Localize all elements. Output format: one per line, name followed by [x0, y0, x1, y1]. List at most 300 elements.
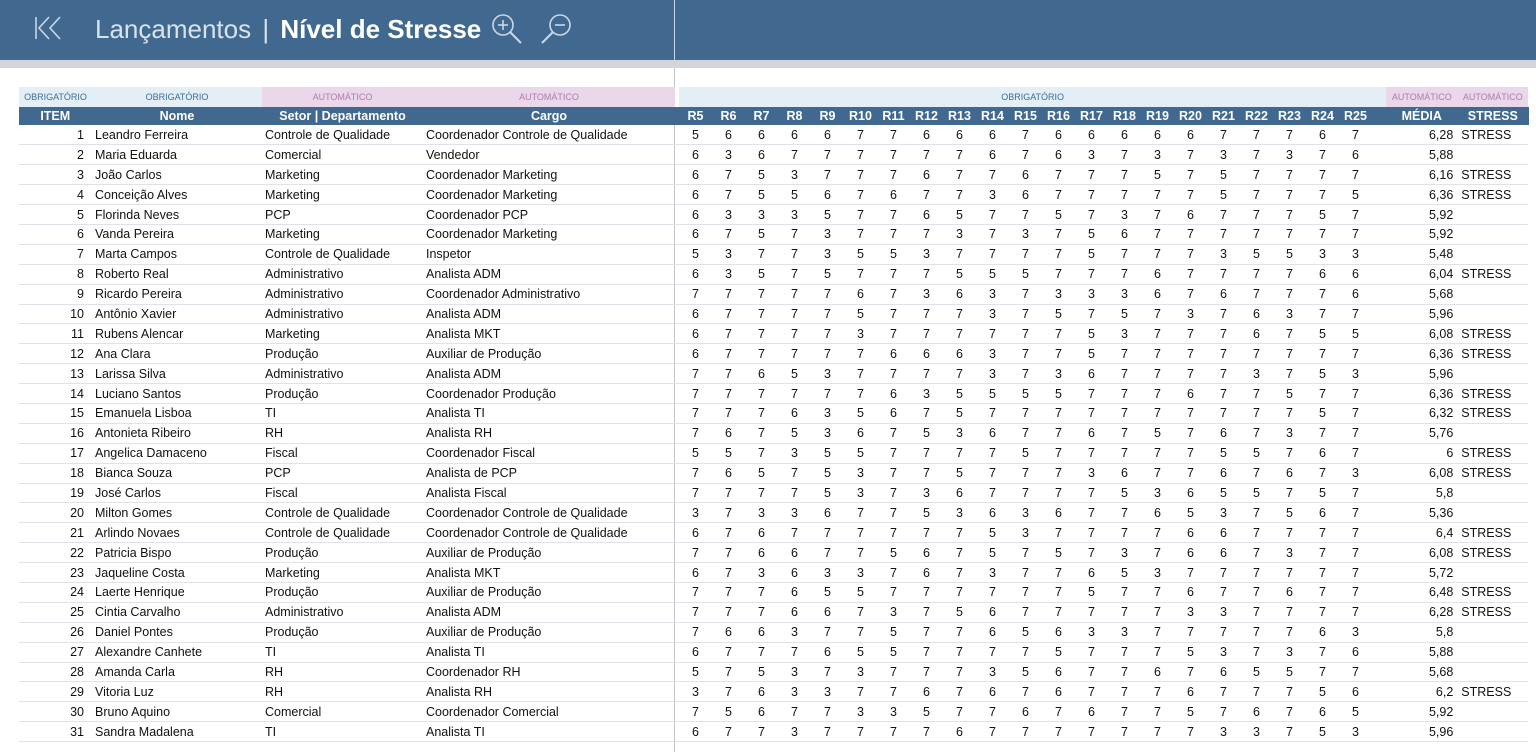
cell-response[interactable]: 7 [844, 602, 877, 622]
cell-nome[interactable]: Emanuela Lisboa [92, 403, 262, 423]
cell-item[interactable]: 16 [19, 423, 92, 443]
cell-response[interactable]: 7 [1108, 344, 1141, 364]
cell-response[interactable]: 6 [1042, 503, 1075, 523]
cell-stress[interactable]: STRESS [1457, 324, 1528, 344]
cell-gap-2[interactable] [1372, 344, 1386, 364]
cell-response[interactable]: 6 [1339, 682, 1372, 702]
cell-response[interactable]: 7 [712, 364, 745, 384]
cell-response[interactable]: 7 [910, 722, 943, 742]
cell-response[interactable]: 7 [877, 145, 910, 165]
cell-response[interactable]: 3 [778, 205, 811, 225]
cell-setor[interactable]: Controle de Qualidade [262, 523, 423, 543]
cell-response[interactable]: 7 [1306, 224, 1339, 244]
cell-response[interactable]: 6 [679, 264, 712, 284]
cell-gap-2[interactable] [1372, 682, 1386, 702]
cell-cargo[interactable]: Vendedor [423, 145, 675, 165]
cell-media[interactable]: 5,96 [1386, 722, 1457, 742]
cell-response[interactable]: 5 [943, 602, 976, 622]
cell-response[interactable]: 7 [1141, 602, 1174, 622]
cell-response[interactable]: 5 [1240, 443, 1273, 463]
cell-stress[interactable]: STRESS [1457, 384, 1528, 404]
cell-response[interactable]: 7 [1339, 503, 1372, 523]
cell-response[interactable]: 6 [1207, 284, 1240, 304]
cell-item[interactable]: 26 [19, 622, 92, 642]
cell-response[interactable]: 3 [1207, 642, 1240, 662]
cell-nome[interactable]: Vanda Pereira [92, 224, 262, 244]
cell-response[interactable]: 5 [1042, 304, 1075, 324]
cell-response[interactable]: 7 [745, 443, 778, 463]
cell-nome[interactable]: Luciano Santos [92, 384, 262, 404]
cell-response[interactable]: 6 [1009, 165, 1042, 185]
cell-response[interactable]: 7 [679, 384, 712, 404]
cell-response[interactable]: 7 [1141, 682, 1174, 702]
cell-response[interactable]: 7 [745, 304, 778, 324]
cell-gap-2[interactable] [1372, 582, 1386, 602]
cell-response[interactable]: 3 [1108, 205, 1141, 225]
cell-gap-2[interactable] [1372, 523, 1386, 543]
header-r[interactable]: R11 [877, 107, 910, 125]
cell-media[interactable]: 6,36 [1386, 185, 1457, 205]
cell-response[interactable]: 7 [811, 702, 844, 722]
cell-media[interactable]: 6,32 [1386, 403, 1457, 423]
header-r[interactable]: R12 [910, 107, 943, 125]
cell-cargo[interactable]: Coordenador PCP [423, 205, 675, 225]
cell-response[interactable]: 7 [844, 722, 877, 742]
cell-response[interactable]: 7 [1009, 145, 1042, 165]
cell-nome[interactable]: Larissa Silva [92, 364, 262, 384]
cell-response[interactable]: 5 [1306, 682, 1339, 702]
cell-response[interactable]: 5 [745, 165, 778, 185]
cell-response[interactable]: 7 [1339, 483, 1372, 503]
cell-response[interactable]: 7 [712, 543, 745, 563]
cell-response[interactable]: 7 [877, 662, 910, 682]
cell-response[interactable]: 7 [1273, 224, 1306, 244]
cell-gap-2[interactable] [1372, 264, 1386, 284]
cell-item[interactable]: 22 [19, 543, 92, 563]
cell-response[interactable]: 5 [844, 304, 877, 324]
cell-response[interactable]: 6 [1174, 582, 1207, 602]
cell-setor[interactable]: Marketing [262, 224, 423, 244]
cell-response[interactable]: 7 [1306, 582, 1339, 602]
header-setor[interactable]: Setor | Departamento [262, 107, 423, 125]
cell-response[interactable]: 6 [844, 284, 877, 304]
cell-response[interactable]: 7 [1339, 543, 1372, 563]
cell-response[interactable]: 5 [1174, 503, 1207, 523]
cell-setor[interactable]: RH [262, 682, 423, 702]
cell-response[interactable]: 7 [1273, 205, 1306, 225]
cell-response[interactable]: 7 [745, 602, 778, 622]
cell-response[interactable]: 3 [679, 503, 712, 523]
cell-response[interactable]: 6 [778, 563, 811, 583]
cell-response[interactable]: 7 [1141, 185, 1174, 205]
cell-response[interactable]: 7 [1108, 403, 1141, 423]
cell-response[interactable]: 6 [679, 224, 712, 244]
cell-response[interactable]: 7 [745, 284, 778, 304]
cell-media[interactable]: 6,08 [1386, 463, 1457, 483]
cell-response[interactable]: 7 [1075, 304, 1108, 324]
cell-item[interactable]: 31 [19, 722, 92, 742]
cell-response[interactable]: 7 [1306, 304, 1339, 324]
cell-response[interactable]: 7 [1042, 582, 1075, 602]
cell-response[interactable]: 7 [943, 563, 976, 583]
cell-response[interactable]: 6 [745, 543, 778, 563]
cell-response[interactable]: 6 [1141, 503, 1174, 523]
cell-media[interactable]: 5,92 [1386, 224, 1457, 244]
cell-response[interactable]: 7 [877, 125, 910, 145]
cell-response[interactable]: 7 [778, 344, 811, 364]
cell-stress[interactable] [1457, 205, 1528, 225]
cell-response[interactable]: 7 [1306, 563, 1339, 583]
cell-response[interactable]: 3 [712, 264, 745, 284]
cell-response[interactable]: 6 [712, 622, 745, 642]
cell-response[interactable]: 7 [1240, 463, 1273, 483]
cell-response[interactable]: 7 [1339, 582, 1372, 602]
cell-gap-2[interactable] [1372, 165, 1386, 185]
cell-response[interactable]: 7 [1273, 403, 1306, 423]
cell-response[interactable]: 5 [943, 384, 976, 404]
cell-response[interactable]: 7 [1240, 284, 1273, 304]
cell-response[interactable]: 7 [910, 662, 943, 682]
cell-response[interactable]: 7 [712, 224, 745, 244]
cell-response[interactable]: 7 [1306, 662, 1339, 682]
cell-response[interactable]: 7 [877, 423, 910, 443]
cell-cargo[interactable]: Coordenador Produção [423, 384, 675, 404]
cell-response[interactable]: 5 [1174, 642, 1207, 662]
cell-response[interactable]: 3 [1273, 304, 1306, 324]
cell-response[interactable]: 7 [1042, 403, 1075, 423]
cell-response[interactable]: 7 [1042, 443, 1075, 463]
cell-setor[interactable]: RH [262, 423, 423, 443]
cell-response[interactable]: 7 [877, 722, 910, 742]
cell-response[interactable]: 3 [877, 602, 910, 622]
cell-response[interactable]: 7 [1009, 423, 1042, 443]
cell-cargo[interactable]: Coordenador Controle de Qualidade [423, 125, 675, 145]
header-nome[interactable]: Nome [92, 107, 262, 125]
cell-response[interactable]: 7 [1141, 722, 1174, 742]
cell-response[interactable]: 7 [877, 682, 910, 702]
cell-cargo[interactable]: Coordenador Marketing [423, 165, 675, 185]
cell-response[interactable]: 7 [910, 602, 943, 622]
cell-response[interactable]: 7 [910, 264, 943, 284]
cell-nome[interactable]: Marta Campos [92, 244, 262, 264]
cell-media[interactable]: 5,72 [1386, 563, 1457, 583]
cell-response[interactable]: 7 [1075, 682, 1108, 702]
cell-response[interactable]: 7 [1240, 682, 1273, 702]
cell-cargo[interactable]: Analista de PCP [423, 463, 675, 483]
cell-nome[interactable]: Patricia Bispo [92, 543, 262, 563]
cell-response[interactable]: 7 [910, 304, 943, 324]
cell-response[interactable]: 6 [1273, 463, 1306, 483]
cell-response[interactable]: 3 [1009, 503, 1042, 523]
cell-response[interactable]: 3 [778, 165, 811, 185]
cell-response[interactable]: 7 [1207, 403, 1240, 423]
cell-setor[interactable]: Comercial [262, 702, 423, 722]
cell-media[interactable]: 5,68 [1386, 662, 1457, 682]
cell-response[interactable]: 3 [844, 662, 877, 682]
cell-response[interactable]: 7 [1042, 264, 1075, 284]
cell-response[interactable]: 6 [745, 622, 778, 642]
cell-response[interactable]: 5 [811, 463, 844, 483]
cell-response[interactable]: 7 [1108, 662, 1141, 682]
header-r[interactable]: R14 [976, 107, 1009, 125]
cell-response[interactable]: 7 [910, 224, 943, 244]
cell-response[interactable]: 3 [1207, 602, 1240, 622]
cell-response[interactable]: 7 [1273, 702, 1306, 722]
cell-response[interactable]: 7 [1108, 702, 1141, 722]
cell-response[interactable]: 7 [1207, 364, 1240, 384]
cell-response[interactable]: 5 [844, 642, 877, 662]
cell-nome[interactable]: Laerte Henrique [92, 582, 262, 602]
cell-response[interactable]: 7 [778, 324, 811, 344]
cell-stress[interactable]: STRESS [1457, 125, 1528, 145]
cell-response[interactable]: 6 [1240, 324, 1273, 344]
cell-response[interactable]: 7 [778, 304, 811, 324]
cell-response[interactable]: 7 [877, 165, 910, 185]
cell-response[interactable]: 7 [1009, 543, 1042, 563]
cell-response[interactable]: 6 [1339, 145, 1372, 165]
cell-response[interactable]: 5 [1207, 165, 1240, 185]
cell-response[interactable]: 7 [1273, 344, 1306, 364]
cell-response[interactable]: 7 [877, 582, 910, 602]
cell-response[interactable]: 5 [811, 483, 844, 503]
cell-response[interactable]: 7 [1273, 364, 1306, 384]
cell-response[interactable]: 7 [811, 145, 844, 165]
cell-response[interactable]: 7 [1207, 582, 1240, 602]
cell-response[interactable]: 6 [1108, 224, 1141, 244]
cell-response[interactable]: 5 [811, 582, 844, 602]
cell-response[interactable]: 5 [1009, 264, 1042, 284]
cell-response[interactable]: 7 [976, 244, 1009, 264]
cell-response[interactable]: 6 [943, 344, 976, 364]
cell-response[interactable]: 3 [877, 702, 910, 722]
cell-response[interactable]: 6 [712, 423, 745, 443]
header-r[interactable]: R10 [844, 107, 877, 125]
cell-response[interactable]: 7 [1273, 622, 1306, 642]
cell-response[interactable]: 7 [844, 145, 877, 165]
cell-response[interactable]: 7 [976, 324, 1009, 344]
cell-response[interactable]: 6 [1174, 205, 1207, 225]
cell-response[interactable]: 7 [1075, 185, 1108, 205]
cell-stress[interactable]: STRESS [1457, 523, 1528, 543]
cell-cargo[interactable]: Analista ADM [423, 264, 675, 284]
cell-nome[interactable]: Arlindo Novaes [92, 523, 262, 543]
cell-response[interactable]: 7 [1174, 423, 1207, 443]
cell-response[interactable]: 3 [712, 244, 745, 264]
cell-response[interactable]: 7 [1075, 602, 1108, 622]
cell-response[interactable]: 3 [844, 463, 877, 483]
cell-response[interactable]: 6 [712, 125, 745, 145]
cell-response[interactable]: 7 [745, 244, 778, 264]
cell-cargo[interactable]: Auxiliar de Produção [423, 622, 675, 642]
cell-response[interactable]: 7 [1240, 185, 1273, 205]
cell-nome[interactable]: Vitoria Luz [92, 682, 262, 702]
cell-response[interactable]: 5 [679, 125, 712, 145]
cell-response[interactable]: 5 [811, 264, 844, 284]
cell-response[interactable]: 7 [1009, 463, 1042, 483]
cell-response[interactable]: 7 [943, 662, 976, 682]
cell-response[interactable]: 7 [1273, 483, 1306, 503]
cell-cargo[interactable]: Auxiliar de Produção [423, 543, 675, 563]
cell-response[interactable]: 7 [811, 324, 844, 344]
cell-cargo[interactable]: Inspetor [423, 244, 675, 264]
cell-response[interactable]: 5 [1042, 384, 1075, 404]
cell-response[interactable]: 6 [745, 125, 778, 145]
cell-response[interactable]: 7 [1174, 185, 1207, 205]
cell-response[interactable]: 7 [1174, 662, 1207, 682]
cell-response[interactable]: 7 [1240, 622, 1273, 642]
cell-response[interactable]: 5 [1075, 244, 1108, 264]
cell-item[interactable]: 4 [19, 185, 92, 205]
cell-response[interactable]: 3 [1108, 284, 1141, 304]
cell-response[interactable]: 7 [844, 224, 877, 244]
cell-response[interactable]: 7 [844, 523, 877, 543]
cell-setor[interactable]: PCP [262, 205, 423, 225]
cell-response[interactable]: 7 [811, 304, 844, 324]
cell-media[interactable]: 5,36 [1386, 503, 1457, 523]
cell-response[interactable]: 7 [1108, 602, 1141, 622]
cell-response[interactable]: 7 [811, 165, 844, 185]
cell-item[interactable]: 1 [19, 125, 92, 145]
cell-response[interactable]: 7 [745, 423, 778, 443]
cell-response[interactable]: 5 [877, 622, 910, 642]
cell-stress[interactable] [1457, 563, 1528, 583]
cell-response[interactable]: 6 [976, 125, 1009, 145]
cell-response[interactable]: 3 [844, 483, 877, 503]
header-r[interactable]: R22 [1240, 107, 1273, 125]
cell-response[interactable]: 7 [1273, 284, 1306, 304]
cell-response[interactable]: 7 [1009, 563, 1042, 583]
cell-response[interactable]: 6 [1174, 125, 1207, 145]
cell-response[interactable]: 3 [1108, 324, 1141, 344]
cell-response[interactable]: 3 [1075, 284, 1108, 304]
cell-response[interactable]: 6 [1141, 662, 1174, 682]
cell-response[interactable]: 3 [1141, 145, 1174, 165]
cell-cargo[interactable]: Analista RH [423, 682, 675, 702]
cell-response[interactable]: 7 [910, 403, 943, 423]
cell-response[interactable]: 3 [1273, 642, 1306, 662]
cell-response[interactable]: 7 [1306, 344, 1339, 364]
cell-media[interactable]: 5,88 [1386, 642, 1457, 662]
cell-response[interactable]: 5 [745, 463, 778, 483]
cell-response[interactable]: 5 [1207, 443, 1240, 463]
cell-cargo[interactable]: Coordenador RH [423, 662, 675, 682]
cell-setor[interactable]: Controle de Qualidade [262, 503, 423, 523]
cell-response[interactable]: 5 [1273, 662, 1306, 682]
cell-response[interactable]: 6 [877, 384, 910, 404]
cell-response[interactable]: 7 [712, 403, 745, 423]
cell-response[interactable]: 7 [811, 722, 844, 742]
cell-gap-2[interactable] [1372, 503, 1386, 523]
cell-nome[interactable]: Leandro Ferreira [92, 125, 262, 145]
cell-response[interactable]: 7 [745, 344, 778, 364]
cell-nome[interactable]: Ricardo Pereira [92, 284, 262, 304]
cell-setor[interactable]: PCP [262, 463, 423, 483]
cell-response[interactable]: 3 [943, 503, 976, 523]
cell-response[interactable]: 7 [1306, 284, 1339, 304]
cell-response[interactable]: 3 [745, 563, 778, 583]
cell-response[interactable]: 7 [679, 423, 712, 443]
cell-response[interactable]: 3 [778, 722, 811, 742]
cell-response[interactable]: 7 [1108, 682, 1141, 702]
cell-response[interactable]: 6 [910, 543, 943, 563]
cell-response[interactable]: 3 [778, 503, 811, 523]
cell-response[interactable]: 7 [844, 503, 877, 523]
cell-response[interactable]: 7 [910, 463, 943, 483]
cell-response[interactable]: 7 [745, 403, 778, 423]
cell-response[interactable]: 7 [1141, 403, 1174, 423]
cell-response[interactable]: 7 [1141, 364, 1174, 384]
cell-setor[interactable]: Administrativo [262, 304, 423, 324]
cell-response[interactable]: 7 [976, 165, 1009, 185]
cell-response[interactable]: 6 [1075, 423, 1108, 443]
cell-response[interactable]: 6 [1042, 125, 1075, 145]
cell-response[interactable]: 7 [1141, 463, 1174, 483]
cell-response[interactable]: 6 [1339, 264, 1372, 284]
cell-response[interactable]: 7 [811, 523, 844, 543]
cell-response[interactable]: 7 [943, 364, 976, 384]
cell-response[interactable]: 7 [1009, 344, 1042, 364]
cell-response[interactable]: 7 [1207, 324, 1240, 344]
cell-response[interactable]: 3 [1207, 722, 1240, 742]
cell-response[interactable]: 3 [943, 423, 976, 443]
cell-response[interactable]: 6 [1075, 563, 1108, 583]
cell-response[interactable]: 6 [1141, 264, 1174, 284]
cell-response[interactable]: 7 [1141, 304, 1174, 324]
cell-response[interactable]: 5 [745, 264, 778, 284]
cell-gap-2[interactable] [1372, 722, 1386, 742]
zoom-out-button[interactable] [538, 11, 574, 47]
cell-response[interactable]: 7 [778, 224, 811, 244]
cell-response[interactable]: 6 [976, 622, 1009, 642]
cell-response[interactable]: 6 [910, 125, 943, 145]
cell-item[interactable]: 24 [19, 582, 92, 602]
cell-item[interactable]: 19 [19, 483, 92, 503]
cell-response[interactable]: 7 [844, 364, 877, 384]
cell-nome[interactable]: Ana Clara [92, 344, 262, 364]
cell-response[interactable]: 7 [1042, 324, 1075, 344]
cell-media[interactable]: 6,36 [1386, 384, 1457, 404]
cell-response[interactable]: 7 [778, 642, 811, 662]
cell-setor[interactable]: Fiscal [262, 483, 423, 503]
cell-gap-2[interactable] [1372, 563, 1386, 583]
cell-response[interactable]: 3 [1009, 523, 1042, 543]
cell-response[interactable]: 6 [679, 185, 712, 205]
cell-setor[interactable]: Marketing [262, 563, 423, 583]
cell-response[interactable]: 7 [712, 602, 745, 622]
cell-response[interactable]: 7 [1174, 344, 1207, 364]
cell-response[interactable]: 5 [910, 702, 943, 722]
cell-item[interactable]: 18 [19, 463, 92, 483]
cell-response[interactable]: 7 [778, 284, 811, 304]
cell-response[interactable]: 6 [745, 702, 778, 722]
cell-response[interactable]: 7 [877, 224, 910, 244]
cell-response[interactable]: 7 [712, 662, 745, 682]
cell-response[interactable]: 5 [1273, 244, 1306, 264]
cell-response[interactable]: 7 [1339, 224, 1372, 244]
cell-response[interactable]: 6 [943, 722, 976, 742]
cell-response[interactable]: 5 [778, 364, 811, 384]
cell-gap-2[interactable] [1372, 244, 1386, 264]
back-button[interactable] [32, 13, 64, 43]
cell-response[interactable]: 6 [1075, 125, 1108, 145]
cell-response[interactable]: 5 [1075, 344, 1108, 364]
cell-response[interactable]: 7 [1042, 563, 1075, 583]
cell-setor[interactable]: Produção [262, 344, 423, 364]
cell-response[interactable]: 6 [976, 602, 1009, 622]
cell-response[interactable]: 7 [1207, 702, 1240, 722]
cell-stress[interactable]: STRESS [1457, 443, 1528, 463]
cell-response[interactable]: 7 [1108, 145, 1141, 165]
